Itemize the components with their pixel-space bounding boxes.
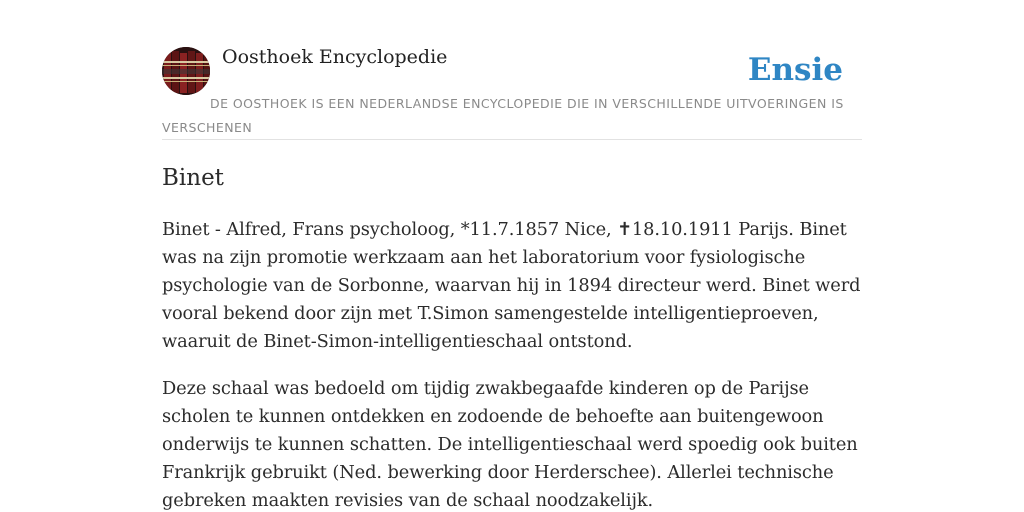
brand-logo[interactable]: Ensie	[747, 52, 843, 88]
article-paragraph: Binet - Alfred, Frans psycholoog, *11.7.1857 Nice, ✝18.10.1911 Parijs. Binet was na zijn promotie werkzaam aan het laboratorium voor fysiologische psychologie van de Sorbonne, waarvan hij in 1894 directeur werd. Binet werd vooral bekend door zijn met T.Simon samengestelde intelligentieproeven, waaruit de Binet-Simon-intelligentieschaal ontstond.	[162, 219, 861, 352]
article-title: Binet	[162, 165, 224, 191]
avatar[interactable]	[162, 47, 210, 95]
article-content	[162, 216, 862, 512]
encyclopedia-books-icon	[162, 47, 210, 95]
site-title[interactable]: Oosthoek Encyclopedie	[222, 46, 448, 68]
article-paragraph: Deze schaal was bedoeld om tijdig zwakbegaafde kinderen op de Parijse scholen te kunnen ontdekken en zodoende de behoefte aan buitengewoon onderwijs te kunnen schatten. De intelligentieschaal werd spoedig ook buiten Frankrijk gebruikt (Ned. bewerking door Herderschee). Allerlei technische gebreken maakten revisies van de schaal noodzakelijk.	[162, 378, 858, 511]
header-divider	[162, 139, 862, 140]
site-tagline: DE OOSTHOEK IS EEN NEDERLANDSE ENCYCLOPEDIE DIE IN VERSCHILLENDE UITVOERINGEN IS VERSCHENEN	[162, 96, 844, 135]
